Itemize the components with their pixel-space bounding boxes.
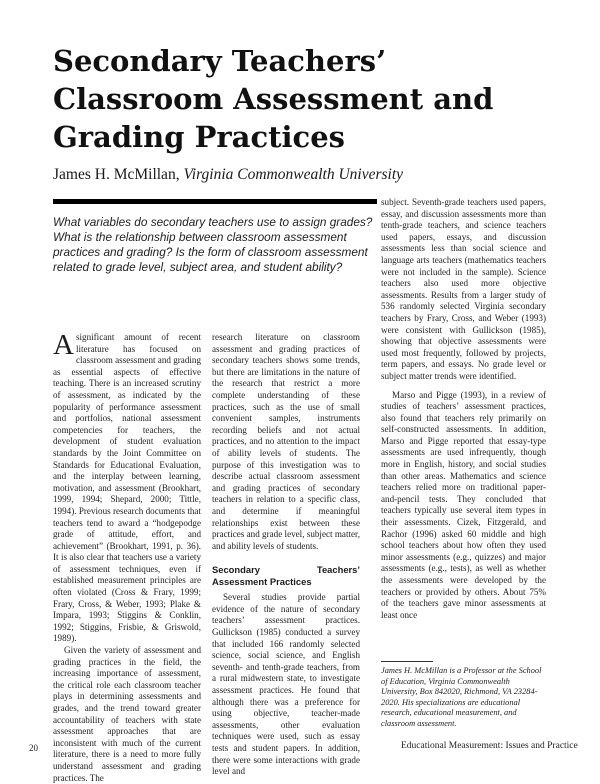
paragraph: Given the variety of assessment and grading practices in the field, the increasing importance of assessment, the critical role each classroom teacher plays in determining assessments and grades, and the trend toward greater accountability of teachers with state assessment approaches that are inconsistent with much of the current literature, there is a need to more fully understand assessment and grading practices. The — [53, 645, 201, 783]
author-affiliation: Virginia Commonwealth University — [183, 166, 404, 183]
body-column-1 — [53, 329, 201, 784]
author-line — [53, 166, 523, 184]
section-heading: Secondary Teachers’ Assessment Practices — [212, 564, 360, 587]
bio-rule — [381, 661, 433, 662]
body-column-2 — [212, 332, 360, 778]
drop-cap: A — [53, 329, 74, 361]
article-title: Secondary Teachers’ Classroom Assessment and Grading Practices — [53, 44, 494, 154]
abstract: What variables do secondary teachers use to assign grades? What is the relationship between classroom assessment practices and grading? Is the form of classroom assessment related to grade level, subject area, and student ability? — [53, 215, 373, 274]
journal-footer: Educational Measurement: Issues and Practice — [401, 741, 578, 751]
author-name: James H. McMillan, — [53, 166, 184, 183]
paragraph: research literature on classroom assessment and grading practices of secondary teachers shows some trends, but there are limitations in the nature of the research that restrict a more complete understanding of these practices, such as the use of small convenient samples, instruments recording beliefs and not actual practices, and no attention to the impact of ability levels of students. The purpose of this investigation was to describe actual classroom assessment and grading practices of secondary teachers in relation to a specific class, and determine if meaningful relationships exist between these practices and grade level, subject matter, and ability levels of students. — [212, 332, 360, 551]
paragraph: Several studies provide partial evidence of the nature of secondary teachers’ assessment practices. Gullickson (1985) conducted a survey that included 166 randomly selected science, social science, and English seventh- and tenth-grade teachers, from a rural midwestern state, to investigate assessment practices. He found that although there was a preference for using objective, teacher-made assessments, other evaluation techniques were used, such as essay tests and student papers. In addition, there were some interactions with grade level and — [212, 592, 360, 777]
paragraph: Marso and Pigge (1993), in a review of studies of teachers’ assessment practices, also found that teachers rely primarily on self-constructed assessments. In addition, Marso and Pigge reported that essay-type assessments are used infrequently, though more in English, history, and social studies than other areas. Mathematics and science teachers relied more on traditional paper-and-pencil tests. They concluded that teachers typically use several item types in their assessments. Cizek, Fitzgerald, and Rachor (1996) asked 60 middle and high school teachers about how often they used minor assessments (e.g., quizzes) and major assessments (e.g., tests), as well as whether the assessments were developed by the teachers or provided by others. About 75% of the teachers gave minor assessments at least once — [381, 389, 546, 620]
abstract-rule — [53, 199, 377, 204]
body-column-3 — [381, 197, 546, 621]
paragraph — [53, 329, 201, 645]
paragraph-text: significant amount of recent literature has focused on classroom assessment and grading as essential aspects of effective teaching. There is an increased scrutiny of assessment, as indicated by the popularity of performance assessment and portfolios, national assessment competencies for teachers, the development of student evaluation standards by the Joint Committee on Standards for Educational Evaluation, and the interplay between learning, motivation, and assessment (Brookhart, 1999, 1994; Shepard, 2000; Tittle, 1994). Previous research documents that teachers tend to award a “hodgepodge grade of attitude, effort, and achievement” (Brookhart, 1991, p. 36). It is also clear that teachers use a variety of assessment techniques, even if established measurement principles are often violated (Cross & Frary, 1999; Frary, Cross, & Weber, 1993; Plake & Impara, 1993; Stiggins & Conklin, 1992; Stiggins, Frisbie, & Griswold, 1989). — [53, 332, 201, 644]
paragraph: subject. Seventh-grade teachers used papers, essay, and discussion assessments more than tenth-grade teachers, and science teachers used papers, essays, and discussion assessments less than social science and language arts teachers (mathematics teachers were not included in the sample). Science teachers also used more objective assessments. Results from a larger study of 536 randomly selected Virginia secondary teachers by Frary, Cross, and Weber (1993) were consistent with Gullickson (1985), showing that objective assessments were used most frequently, followed by projects, term papers, and essays. No grade level or subject matter trends were identified. — [381, 197, 546, 381]
page-number: 20 — [29, 743, 38, 753]
author-bio: James H. McMillan is a Professor at the School of Education, Virginia Commonwealth University, Box 842020, Richmond, VA 23284-2020. His specializations are educational research, educational measurement, and classroom assessment. — [381, 666, 542, 728]
